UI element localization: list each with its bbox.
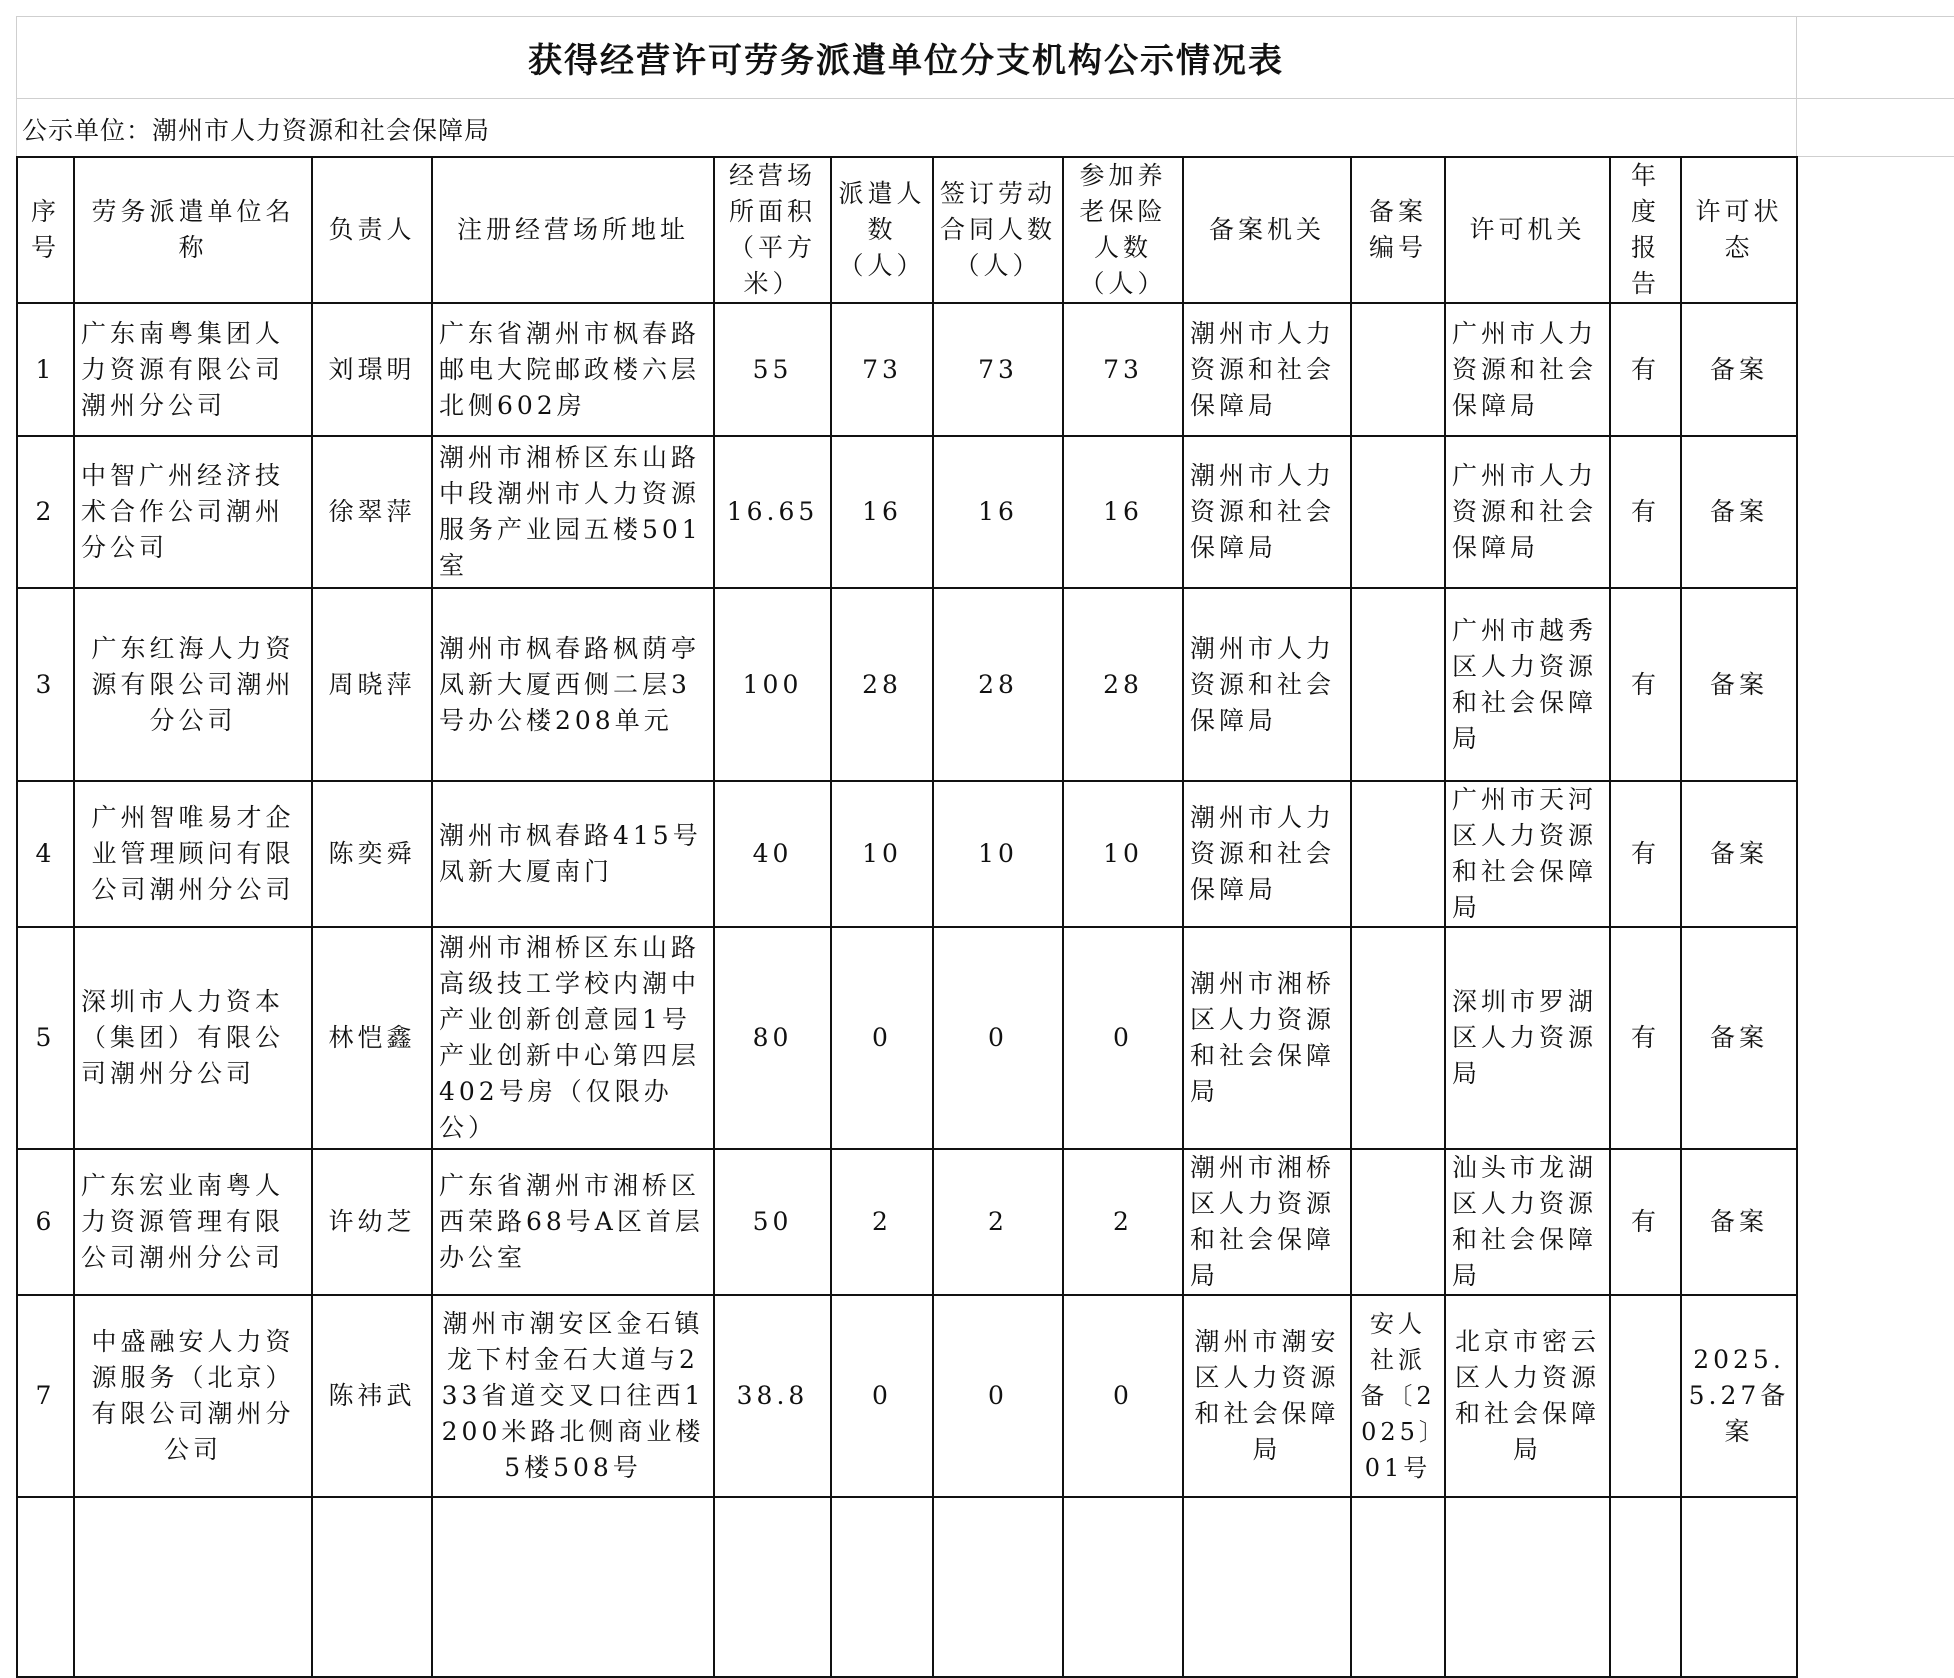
header-cell: 劳务派遣单位名称	[74, 157, 312, 303]
row-number: 7	[17, 1295, 74, 1497]
area: 16.65	[714, 436, 831, 588]
table-row	[17, 588, 1797, 781]
empty-cell	[17, 1497, 74, 1677]
header-cell: 注册经营场所地址	[432, 157, 714, 303]
address: 潮州市湘桥区东山路中段潮州市人力资源服务产业园五楼501室	[432, 436, 714, 588]
header-cell: 备案机关	[1183, 157, 1351, 303]
header-cell: 签订劳动合同人数（人）	[933, 157, 1063, 303]
contract-count: 0	[933, 1295, 1063, 1497]
person-in-charge: 许幼芝	[312, 1149, 432, 1295]
header-cell: 参加养老保险人数（人）	[1063, 157, 1183, 303]
publisher-line: 公示单位：潮州市人力资源和社会保障局	[22, 116, 491, 145]
table-row	[17, 1149, 1797, 1295]
row-number: 1	[17, 303, 74, 436]
header-cell: 备案编号	[1351, 157, 1445, 303]
contract-count: 2	[933, 1149, 1063, 1295]
empty-cell	[432, 1497, 714, 1677]
license-status: 备案	[1681, 1149, 1797, 1295]
company-name: 广东宏业南粤人力资源管理有限公司潮州分公司	[74, 1149, 312, 1295]
filing-number	[1351, 927, 1445, 1149]
license-status: 备案	[1681, 303, 1797, 436]
pension-count: 0	[1063, 1295, 1183, 1497]
row-number: 2	[17, 436, 74, 588]
empty-cell	[1445, 1497, 1610, 1677]
contract-count: 0	[933, 927, 1063, 1149]
contract-count: 28	[933, 588, 1063, 781]
annual-report: 有	[1610, 303, 1681, 436]
annual-report: 有	[1610, 588, 1681, 781]
area: 55	[714, 303, 831, 436]
license-authority: 北京市密云区人力资源和社会保障局	[1445, 1295, 1610, 1497]
filing-authority: 潮州市潮安区人力资源和社会保障局	[1183, 1295, 1351, 1497]
pension-count: 28	[1063, 588, 1183, 781]
company-name: 广东红海人力资源有限公司潮州分公司	[74, 588, 312, 781]
license-authority: 广州市人力资源和社会保障局	[1445, 303, 1610, 436]
filing-authority: 潮州市人力资源和社会保障局	[1183, 588, 1351, 781]
row-number: 3	[17, 588, 74, 781]
pension-count: 2	[1063, 1149, 1183, 1295]
page-title: 获得经营许可劳务派遣单位分支机构公示情况表	[528, 40, 1284, 81]
contract-count: 73	[933, 303, 1063, 436]
empty-cell	[714, 1497, 831, 1677]
filing-number: 安人社派备〔2025〕01号	[1351, 1295, 1445, 1497]
area: 100	[714, 588, 831, 781]
table-row	[17, 1295, 1797, 1497]
person-in-charge: 刘璟明	[312, 303, 432, 436]
person-in-charge: 周晓萍	[312, 588, 432, 781]
annual-report: 有	[1610, 927, 1681, 1149]
empty-cell	[1063, 1497, 1183, 1677]
table-row	[17, 303, 1797, 436]
person-in-charge: 徐翠萍	[312, 436, 432, 588]
person-in-charge: 林恺鑫	[312, 927, 432, 1149]
dispatch-count: 73	[831, 303, 933, 436]
filing-authority: 潮州市湘桥区人力资源和社会保障局	[1183, 927, 1351, 1149]
contract-count: 10	[933, 781, 1063, 927]
pension-count: 10	[1063, 781, 1183, 927]
company-name: 中盛融安人力资源服务（北京）有限公司潮州分公司	[74, 1295, 312, 1497]
filing-authority: 潮州市人力资源和社会保障局	[1183, 303, 1351, 436]
address: 广东省潮州市湘桥区西荣路68号A区首层办公室	[432, 1149, 714, 1295]
filing-number	[1351, 303, 1445, 436]
license-authority: 广州市人力资源和社会保障局	[1445, 436, 1610, 588]
license-status: 备案	[1681, 927, 1797, 1149]
address: 潮州市湘桥区东山路高级技工学校内潮中产业创新创意园1号产业创新中心第四层402号房（仅限办公）	[432, 927, 714, 1149]
header-cell: 许可状态	[1681, 157, 1797, 303]
license-status: 备案	[1681, 436, 1797, 588]
pension-count: 0	[1063, 927, 1183, 1149]
empty-cell	[933, 1497, 1063, 1677]
company-name: 广州智唯易才企业管理顾问有限公司潮州分公司	[74, 781, 312, 927]
empty-cell	[831, 1497, 933, 1677]
company-name: 深圳市人力资本（集团）有限公司潮州分公司	[74, 927, 312, 1149]
header-cell: 负责人	[312, 157, 432, 303]
dispatch-count: 0	[831, 1295, 933, 1497]
area: 40	[714, 781, 831, 927]
header-cell: 许可机关	[1445, 157, 1610, 303]
company-name: 广东南粤集团人力资源有限公司潮州分公司	[74, 303, 312, 436]
annual-report: 有	[1610, 1149, 1681, 1295]
license-authority: 深圳市罗湖区人力资源局	[1445, 927, 1610, 1149]
filing-number	[1351, 436, 1445, 588]
filing-authority: 潮州市湘桥区人力资源和社会保障局	[1183, 1149, 1351, 1295]
empty-cell	[1681, 1497, 1797, 1677]
dispatch-count: 10	[831, 781, 933, 927]
license-authority: 广州市越秀区人力资源和社会保障局	[1445, 588, 1610, 781]
person-in-charge: 陈祎武	[312, 1295, 432, 1497]
branch-table	[16, 156, 1798, 1678]
row-number: 5	[17, 927, 74, 1149]
row-number: 6	[17, 1149, 74, 1295]
empty-row	[17, 1497, 1797, 1677]
company-name: 中智广州经济技术合作公司潮州分公司	[74, 436, 312, 588]
license-status: 2025.5.27备案	[1681, 1295, 1797, 1497]
gridline	[16, 98, 1954, 99]
license-status: 备案	[1681, 588, 1797, 781]
license-authority: 汕头市龙湖区人力资源和社会保障局	[1445, 1149, 1610, 1295]
empty-cell	[74, 1497, 312, 1677]
dispatch-count: 28	[831, 588, 933, 781]
empty-cell	[1351, 1497, 1445, 1677]
header-cell: 序号	[17, 157, 74, 303]
annual-report: 有	[1610, 781, 1681, 927]
empty-cell	[312, 1497, 432, 1677]
table-header	[17, 157, 1797, 303]
dispatch-count: 2	[831, 1149, 933, 1295]
dispatch-count: 0	[831, 927, 933, 1149]
area: 50	[714, 1149, 831, 1295]
table-row	[17, 436, 1797, 588]
filing-number	[1351, 588, 1445, 781]
license-authority: 广州市天河区人力资源和社会保障局	[1445, 781, 1610, 927]
annual-report: 有	[1610, 436, 1681, 588]
header-cell: 派遣人数（人）	[831, 157, 933, 303]
person-in-charge: 陈奕舜	[312, 781, 432, 927]
filing-number	[1351, 781, 1445, 927]
area: 80	[714, 927, 831, 1149]
annual-report	[1610, 1295, 1681, 1497]
filing-authority: 潮州市人力资源和社会保障局	[1183, 436, 1351, 588]
table-row	[17, 781, 1797, 927]
address: 潮州市枫春路415号凤新大厦南门	[432, 781, 714, 927]
address: 潮州市潮安区金石镇龙下村金石大道与233省道交叉口往西1200米路北侧商业楼5楼508号	[432, 1295, 714, 1497]
contract-count: 16	[933, 436, 1063, 588]
table-row	[17, 927, 1797, 1149]
empty-cell	[1183, 1497, 1351, 1677]
license-status: 备案	[1681, 781, 1797, 927]
empty-cell	[1610, 1497, 1681, 1677]
address: 潮州市枫春路枫荫亭凤新大厦西侧二层3号办公楼208单元	[432, 588, 714, 781]
area: 38.8	[714, 1295, 831, 1497]
row-number: 4	[17, 781, 74, 927]
pension-count: 16	[1063, 436, 1183, 588]
dispatch-count: 16	[831, 436, 933, 588]
filing-authority: 潮州市人力资源和社会保障局	[1183, 781, 1351, 927]
header-cell: 年度报告	[1610, 157, 1681, 303]
address: 广东省潮州市枫春路邮电大院邮政楼六层北侧602房	[432, 303, 714, 436]
filing-number	[1351, 1149, 1445, 1295]
header-cell: 经营场所面积（平方米）	[714, 157, 831, 303]
pension-count: 73	[1063, 303, 1183, 436]
